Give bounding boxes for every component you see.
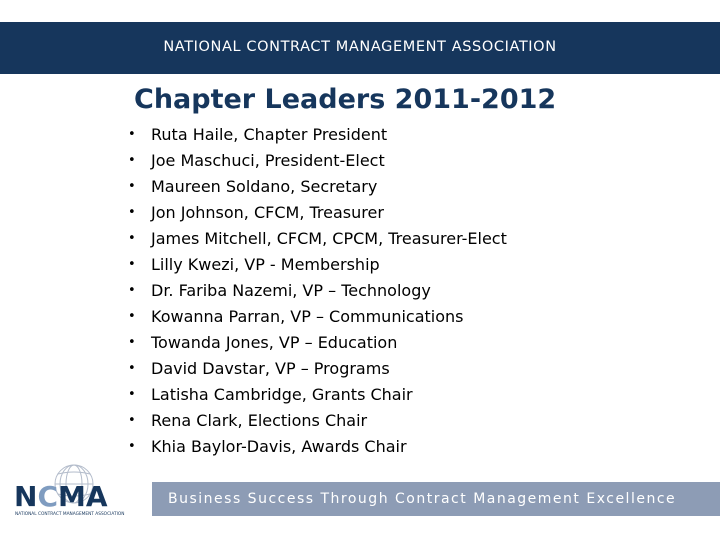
leader-text: Dr. Fariba Nazemi, VP – Technology <box>151 281 431 300</box>
footer-band <box>152 482 720 516</box>
leader-item <box>124 304 507 330</box>
leader-item <box>124 356 507 382</box>
bullet-icon: • <box>128 335 136 350</box>
leader-item <box>124 148 507 174</box>
leader-text: Lilly Kwezi, VP - Membership <box>151 255 380 274</box>
leader-item <box>124 226 507 252</box>
bullet-icon: • <box>128 257 136 272</box>
bullet-icon: • <box>128 231 136 246</box>
logo-subtext: NATIONAL CONTRACT MANAGEMENT ASSOCIATION <box>15 512 125 517</box>
bullet-icon: • <box>128 361 136 376</box>
bullet-icon: • <box>128 413 136 428</box>
bullet-icon: • <box>128 439 136 454</box>
logo-letters-ma: MA <box>58 480 108 513</box>
leader-item <box>124 278 507 304</box>
slide-title: Chapter Leaders 2011-2012 <box>134 84 557 115</box>
leader-item <box>124 408 507 434</box>
bullet-icon: • <box>128 179 136 194</box>
leader-text: Jon Johnson, CFCM, Treasurer <box>151 203 384 222</box>
bullet-icon: • <box>128 153 136 168</box>
leader-text: James Mitchell, CFCM, CPCM, Treasurer-Elect <box>151 229 507 248</box>
leader-text: Kowanna Parran, VP – Communications <box>151 307 464 326</box>
leader-text: Maureen Soldano, Secretary <box>151 177 378 196</box>
leader-item <box>124 382 507 408</box>
header-band <box>0 22 720 74</box>
footer-tagline: Business Success Through Contract Management Excellence <box>168 491 677 507</box>
leader-text: David Davstar, VP – Programs <box>151 359 390 378</box>
logo-letter-n: N <box>14 480 38 513</box>
bullet-icon: • <box>128 309 136 324</box>
leader-text: Rena Clark, Elections Chair <box>151 411 368 430</box>
leader-text: Khia Baylor-Davis, Awards Chair <box>151 437 407 456</box>
leader-item <box>124 434 507 460</box>
ncma-logo <box>14 462 142 520</box>
bullet-icon: • <box>128 205 136 220</box>
leader-text: Latisha Cambridge, Grants Chair <box>151 385 413 404</box>
leader-item <box>124 252 507 278</box>
bullet-icon: • <box>128 387 136 402</box>
logo-wordmark <box>14 480 108 513</box>
leader-text: Ruta Haile, Chapter President <box>151 125 388 144</box>
leader-item <box>124 122 507 148</box>
bullet-icon: • <box>128 127 136 142</box>
bullet-icon: • <box>128 283 136 298</box>
leader-item <box>124 330 507 356</box>
leader-text: Joe Maschuci, President-Elect <box>151 151 385 170</box>
leader-item <box>124 200 507 226</box>
leader-text: Towanda Jones, VP – Education <box>151 333 398 352</box>
organization-name: NATIONAL CONTRACT MANAGEMENT ASSOCIATION <box>163 39 557 55</box>
leader-list <box>124 122 507 460</box>
logo-letter-c: C <box>37 480 58 513</box>
leader-item <box>124 174 507 200</box>
